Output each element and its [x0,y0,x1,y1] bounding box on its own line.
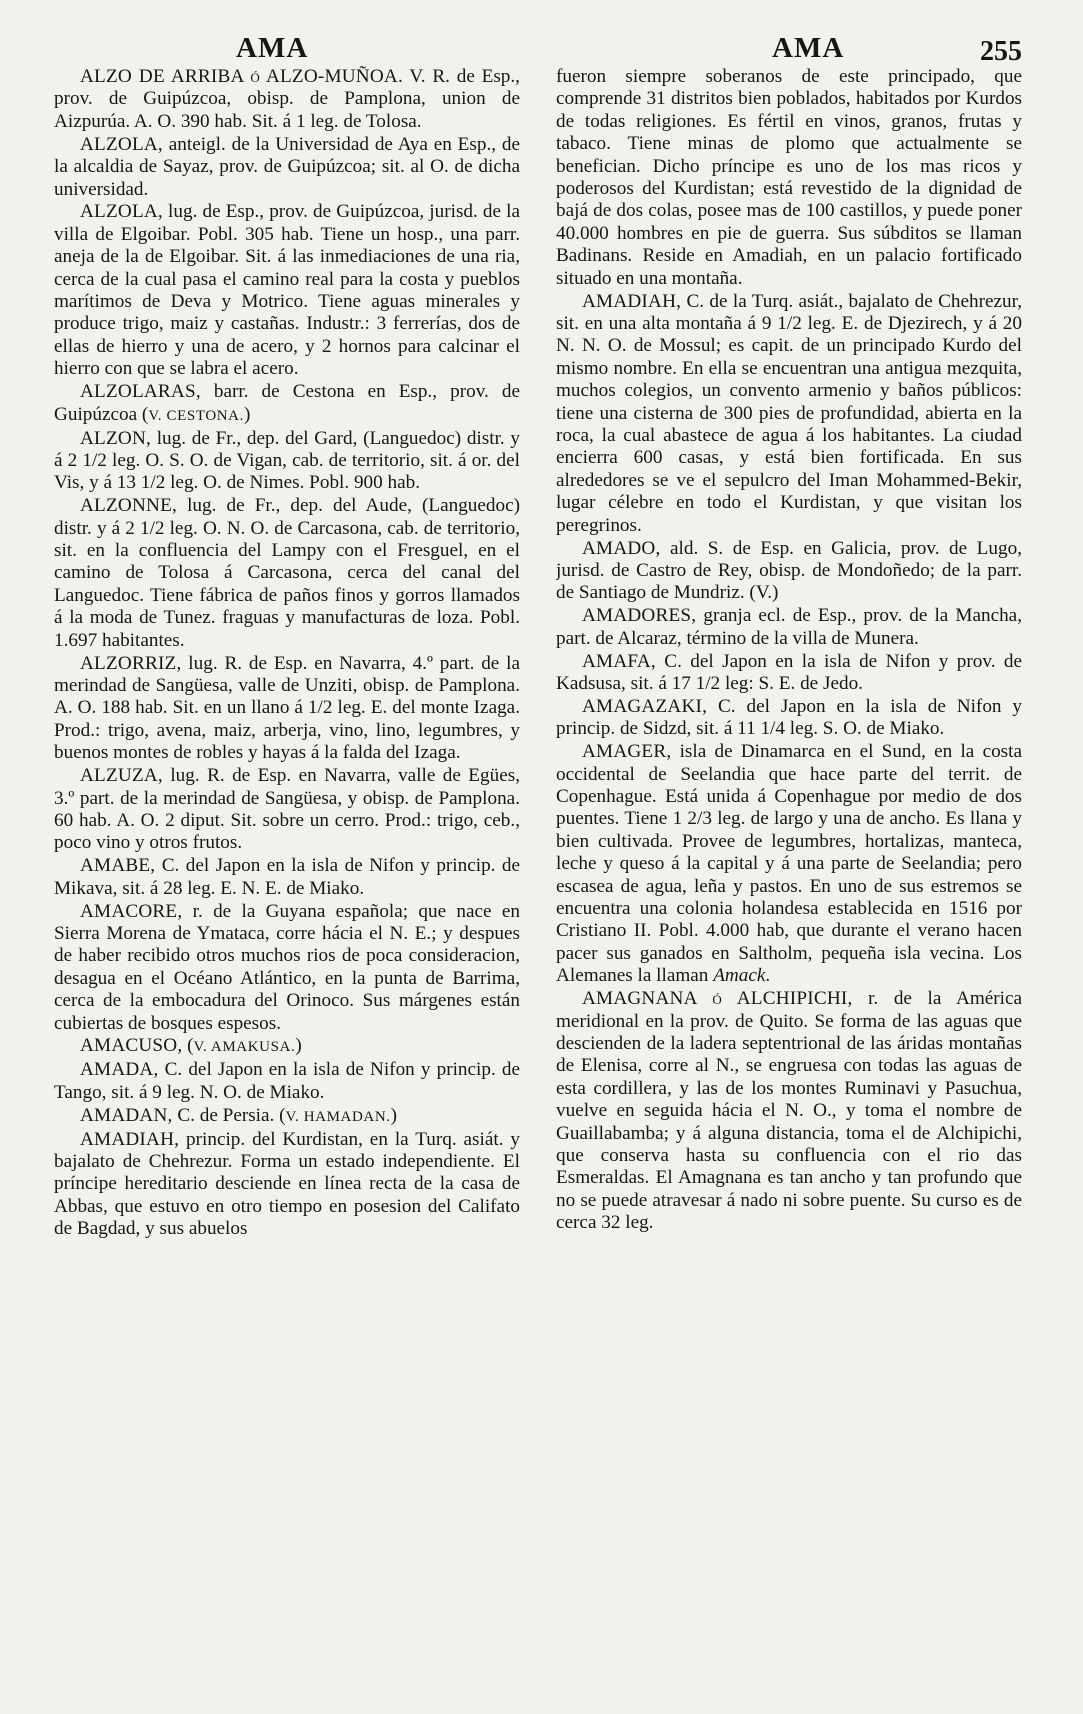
entry-headword: ALZOLA, [80,133,163,155]
dictionary-entry [54,1035,520,1058]
entry-text: V. R. de Esp., prov. de Guipúzcoa, obisp. de Pamplona, union de Aizpurúa. A. O. 390 hab. Sit. á 1 leg. de Tolosa. [54,66,520,132]
dictionary-entry [556,291,1022,537]
dictionary-entry [54,201,520,380]
entry-headword: AMACORE, [80,900,183,922]
entry-text: lug. de Fr., dep. del Aude, (Languedoc) distr. y á 2 1/2 leg. O. N. O. de Carcasona, cab. de territorio, sit. en la confluencia del Lampy con el Fresguel, en el camino de Tolosa á Carcasona, cerca del canal del Languedoc. Tiene fábrica de paños finos y gorros llamados á la moda de Tunez. fraguas y manufacturas de loza. Pobl. 1.697 habitantes. [54,495,520,651]
entry-text: lug. de Fr., dep. del Gard, (Languedoc) distr. y á 2 1/2 leg. O. S. O. de Vigan, cab. de territorio, sit. á or. del Vis, y á 13 1/2 leg. O. de Nimes. Pobl. 900 hab. [54,427,520,494]
entry-text: C. del Japon en la isla de Nifon y princip. de Tango, sit. á 9 leg. N. O. de Miako. [54,1059,520,1103]
dictionary-entry [54,495,520,652]
entry-text: anteigl. de la Universidad de Aya en Esp., de la alcaldia de Sayaz, prov. de Guipúzcoa; sit. al O. de dicha universidad. [54,133,520,200]
entry-text: princip. del Kurdistan, en la Turq. asiát. y bajalato de Chehrezur. Forma un estado independiente. El príncipe hereditario desciende en línea recta de la casa de Abbas, que estuvo en otro tiempo en posesion del Califato de Bagdad, y sus abuelos [54,1128,520,1240]
entry-headword: ALZUZA, [80,765,163,787]
dictionary-entry [54,855,520,900]
entry-text: C. del Japon en la isla de Nifon y prov. de Kadsusa, sit. á 17 1/2 leg: S. E. de Jedo. [556,650,1022,694]
entry-text: C. de Persia. ( [172,1104,286,1126]
dictionary-entry [54,1129,520,1241]
entry-text: granja ecl. de Esp., prov. de la Mancha, part. de Alcaraz, término de la villa de Munera. [556,605,1022,649]
entry-headword: AMADIAH, [582,290,682,312]
entry-text: lug. de Esp., prov. de Guipúzcoa, jurisd. de la villa de Elgoibar. Pobl. 305 hab. Tiene un hosp., una parr. aneja de la de Elgoibar. Sit. á las inmediaciones de una ria, cerca de la cual pasa el camino real para la costa y pueblos marítimos de Deva y Motrico. Tiene aguas minerales y produce trigo, maiz y castañas. Industr.: 3 ferrerías, dos de ellas de hierro y una de acero, y 2 hornos para calcinar el hierro con que se labra el acero. [54,201,520,380]
entry-closing: ) [390,1104,398,1126]
entry-text: lug. R. de Esp. en Navarra, 4.º part. de la merindad de Sangüesa, valle de Unziti, obisp. de Pamplona. A. O. 188 hab. Sit. en un llano á 1/2 leg. E. del monte Izaga. Prod.: trigo, avena, maiz, arberja, vino, lino, legumbres, y buenos montes de robles y hayas á la falda del Izaga. [54,652,520,764]
page-number: 255 [980,36,1022,67]
dictionary-entry [54,66,520,133]
entry-text: r. de la América meridional en la prov. de Quito. Se forma de las aguas que descienden de la ladera septentrional de las áridas montañas de Elenisa, corre al N., se engruesa con todas las aguas de esta cordillera, y las de los montes Ruminavi y Pasuchua, vuelve en seguida hácia el N. O., y toma el nombre de Guaillabamba; y á alguna distancia, toma el de Alchipichi, que conserva hasta su confluencia con el rio das Esmeraldas. El Amagnana es tan ancho y tan profundo que no se puede atravesar á nado ni sobre puente. Su curso es de cerca 32 leg. [556,988,1022,1234]
entry-text: C. de la Turq. asiát., bajalato de Chehrezur, sit. en una alta montaña á 9 1/2 leg. E. de Djezirech, y á 20 N. N. O. de Mossul; es capit. de un principado Kurdo del mismo nombre. En ella se encuentran una antigua mezquita, muchos colegios, un convento armenio y baños públicos: tiene una cisterna de 300 pies de profundidad, abierta en la roca, la cual abastece de agua á los habitantes. La ciudad encierra 600 casas, y está bien fortificada. En sus alrededores se ve el sepulcro del Iman Mohammed-Bekir, lugar célebre en todo el Kurdistan, y que visitan los peregrinos. [556,290,1022,536]
entry-cross-reference: V. AMAKUSA. [193,1039,296,1056]
entry-headword: AMACUSO, [80,1035,183,1057]
entry-text: C. del Japon en la isla de Nifon y princip. de Sidzd, sit. á 11 1/4 leg. S. O. de Miako. [556,695,1022,740]
dictionary-entry [54,653,520,765]
entry-text: isla de Dinamarca en el Sund, en la costa occidental de Seelandia que hace parte del territ. de Copenhague. Está unida á Copenhague por medio de dos puentes. Tiene 1 2/3 leg. de largo y una de ancho. Es llana y bien cultivada. Provee de legumbres, hortalizas, manteca, leche y queso á la capital y á una parte de Seelandia; pero escasea de agua, leña y pastos. En uno de sus estremos se encuentra una colonia holandesa establecida en 1516 por Cristiano II. Pobl. 4.000 hab, que durante el verano hacen pacer sus ganados en Saltholm, pequeña isla vecina. Los Alemanes la llaman [556,741,1022,987]
dictionary-entry [54,428,520,495]
left-column [54,66,520,1686]
entry-headword: ALZON, [80,427,152,449]
dictionary-entry [54,901,520,1035]
entry-closing: . [765,965,771,987]
entry-headword: AMADA, [80,1059,159,1081]
entry-text: ald. S. de Esp. en Galicia, prov. de Lugo, jurisd. de Castro de Rey, obisp. de Mondoñedo; de la parr. de Santiago de Mundriz. (V.) [556,537,1022,604]
entry-headword: ALZOLA, [80,201,163,223]
entry-text: fueron siempre soberanos de este principado, que comprende 31 distritos bien poblados, habitados por Kurdos de todas religiones. Es fértil en vinos, granos, frutas y tabaco. Tiene minas de plomo que actualmente se benefician. Dicho príncipe es uno de los mas ricos y poderosos del Kurdistan; está revestido de la dignidad de bajá de dos colas, posee mas de 100 castillos, y puede poner 40.000 hombres en pie de guerra. Sus súbditos se llaman Badinans. Reside en Amadiah, en un palacio fortificado situado en una montaña. [556,66,1022,289]
left-running-head: AMA [236,32,309,64]
dictionary-entry [556,651,1022,696]
dictionary-entry [556,741,1022,987]
right-running-head: AMA [772,32,845,64]
dictionary-entry [556,988,1022,1234]
dictionary-entry [54,765,520,855]
dictionary-entry [54,1105,520,1128]
entry-headword: AMADO, [582,537,661,559]
entry-cross-reference: V. HAMADAN. [285,1108,391,1125]
entry-headword: AMAGER, [582,741,672,763]
entry-headword: ALZORRIZ, [80,652,182,674]
dictionary-entry [556,538,1022,605]
entry-text: ( [182,1035,194,1057]
entry-text: C. del Japon en la isla de Nifon y princip. de Mikava, sit. á 28 leg. E. N. E. de Miako. [54,855,520,899]
dictionary-entry [556,605,1022,650]
entry-headword: ALZONNE, [80,495,177,517]
entry-headword: ALZO DE ARRIBA ó ALZO-MUÑOA. [80,66,403,87]
entry-headword: AMADAN, [80,1104,173,1126]
dictionary-entry [54,134,520,201]
entry-headword: AMABE, [80,855,156,877]
dictionary-entry [54,381,520,427]
entry-headword: ALZOLARAS, [80,381,201,403]
right-column [556,66,1022,1686]
entry-closing: ) [243,403,251,425]
entry-italic-term: Amack [713,965,766,987]
entry-headword: AMADIAH, [80,1128,180,1150]
dictionary-entry [556,696,1022,741]
entry-headword: AMAGNANA ó ALCHIPICHI, [582,988,853,1010]
entry-headword: AMAFA, [582,650,656,672]
entry-text: lug. R. de Esp. en Navarra, valle de Egües, 3.º part. de la merindad de Sangüesa, y obisp. de Pamplona. 60 hab. A. O. 2 diput. Sit. sobre un cerro. Prod.: trigo, ceb., poco vino y otros frutos. [54,765,520,854]
entry-closing: ) [295,1035,302,1057]
entry-cross-reference: V. CESTONA. [148,407,244,424]
dictionary-entry [54,1059,520,1104]
entry-text: barr. de Cestona en Esp., prov. de Guipúzcoa ( [54,381,520,425]
dictionary-entry [556,66,1022,290]
entry-headword: AMAGAZAKI, [582,695,708,717]
entry-headword: AMADORES, [582,605,697,627]
entry-text: r. de la Guyana española; que nace en Sierra Morena de Ymataca, corre hácia el N. E.; y despues de haber recibido otros muchos rios de poca consideracion, desagua en el Océano Atlántico, en la punta de Barrima, cerca de la embocadura del Orinoco. Sus márgenes están cubiertas de bosques espesos. [54,900,520,1034]
